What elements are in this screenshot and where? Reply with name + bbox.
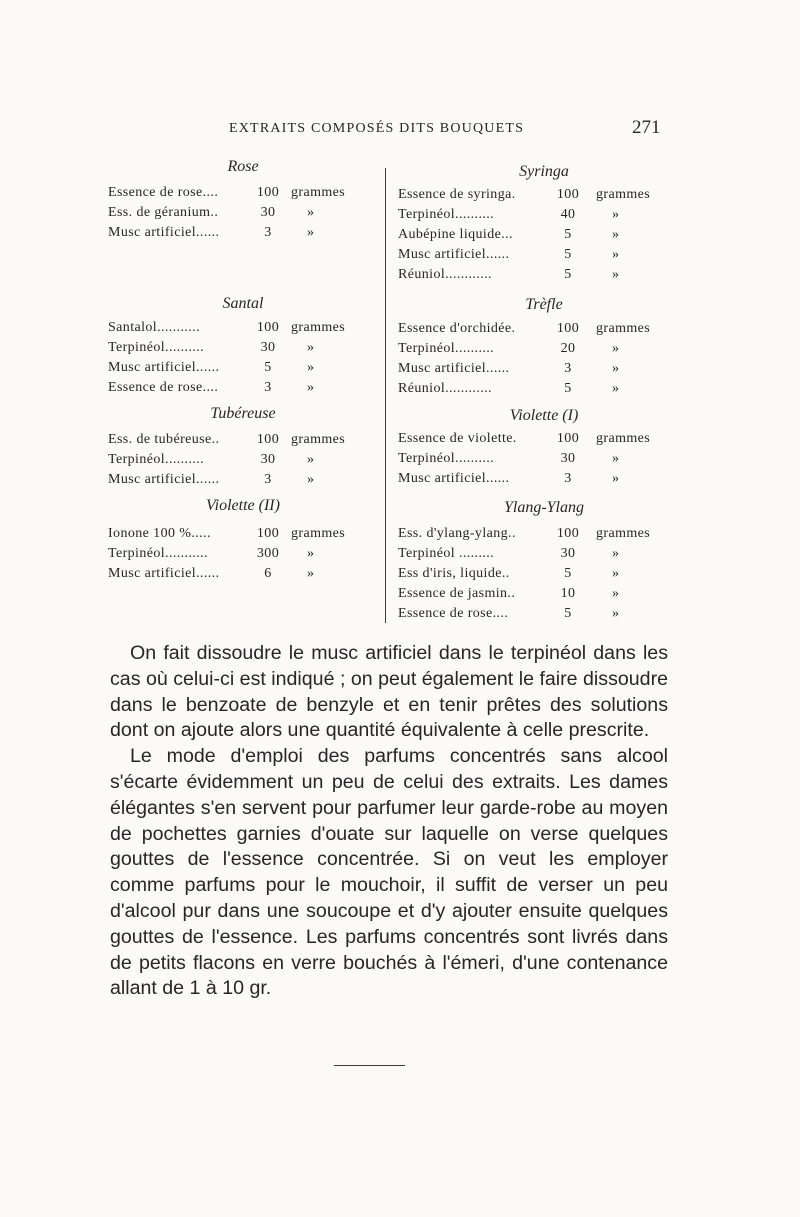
ingredient-name: Ess d'iris, liquide.. [398,566,510,581]
body-text [110,641,668,1002]
recipe-title: Violette (II) [206,497,280,514]
ingredient-quantity: 5 [564,247,572,262]
ingredient-row [108,380,378,400]
recipe-title: Santal [222,295,264,312]
recipe-block [398,163,690,289]
ingredient-name: Essence de violette. [398,431,517,446]
ingredient-unit: » [307,205,315,220]
ingredient-quantity: 3 [264,380,272,395]
ingredient-unit: grammes [291,185,346,200]
column-divider [385,168,386,623]
ingredient-name: Musc artificiel...... [398,471,510,486]
page-header [0,117,800,147]
recipe-title: Ylang-Ylang [503,499,584,516]
ingredient-unit: » [612,606,620,621]
ingredient-quantity: 100 [556,321,580,336]
ingredient-quantity: 10 [560,586,576,601]
ingredient-row [108,526,378,546]
ingredient-row [108,185,378,205]
ingredient-name: Aubépine liquide... [398,227,513,242]
ingredient-quantity: 5 [564,606,572,621]
ingredient-unit: » [612,227,620,242]
ingredient-unit: » [612,586,620,601]
ingredient-row [108,320,378,340]
ingredient-name: Terpinéol.......... [108,452,205,467]
ingredient-row [108,205,378,225]
ingredient-unit: » [307,472,315,487]
ingredient-row [398,361,690,381]
ingredient-unit: » [612,341,620,356]
ingredient-unit: » [307,546,315,561]
ingredient-name: Réuniol............ [398,267,492,282]
ingredient-name: Musc artificiel...... [108,472,220,487]
recipe-block [108,405,378,494]
ingredient-row [398,606,690,626]
ingredient-name: Essence d'orchidée. [398,321,516,336]
ingredient-quantity: 100 [556,187,580,202]
ingredient-unit: grammes [596,431,651,446]
ingredient-quantity: 100 [556,431,580,446]
ingredient-name: Santalol........... [108,320,200,335]
ingredient-unit: » [612,247,620,262]
ingredient-quantity: 5 [564,227,572,242]
ingredient-quantity: 5 [564,267,572,282]
ingredient-quantity: 5 [564,566,572,581]
ingredient-unit: grammes [596,321,651,336]
ingredient-unit: grammes [291,526,346,541]
ingredient-name: Terpinéol.......... [398,207,495,222]
ingredient-name: Ionone 100 %..... [108,526,211,541]
ingredient-name: Terpinéol........... [108,546,208,561]
ingredient-quantity: 30 [260,340,276,355]
ingredient-unit: » [612,381,620,396]
ingredient-unit: » [612,361,620,376]
ingredient-quantity: 5 [264,360,272,375]
ingredient-name: Ess. de géranium.. [108,205,219,220]
ingredient-row [108,360,378,380]
ingredient-row [398,586,690,606]
recipe-block [108,295,378,402]
ingredient-quantity: 3 [264,225,272,240]
ingredient-row [398,321,690,341]
ingredient-row [398,471,690,491]
ingredient-quantity: 3 [264,472,272,487]
ingredient-quantity: 6 [264,566,272,581]
ingredient-quantity: 5 [564,381,572,396]
ingredient-unit: » [612,267,620,282]
ingredient-quantity: 100 [256,185,280,200]
paragraph: On fait dissoudre le musc artificiel dans le terpinéol dans les cas où celui-ci est indiqué ; on peut également le faire dissoudre dans le benzoate de benzyle et en tenir prêtes des solutions dont on ajoute alors une quantité équivalente à celle prescrite. [110,642,668,742]
recipe-title: Violette (I) [509,407,579,424]
ingredient-row [398,431,690,451]
ingredient-name: Essence de rose.... [398,606,509,621]
ingredient-name: Terpinéol.......... [398,451,495,466]
ingredient-quantity: 40 [560,207,576,222]
ingredient-quantity: 30 [260,205,276,220]
ingredient-quantity: 100 [556,526,580,541]
ingredient-unit: grammes [596,187,651,202]
recipe-block [398,407,690,493]
ingredient-row [398,566,690,586]
ingredient-name: Ess. de tubéreuse.. [108,432,220,447]
ingredient-name: Réuniol............ [398,381,492,396]
ingredient-row [398,267,690,287]
ingredient-unit: » [612,471,620,486]
running-head: EXTRAITS COMPOSÉS DITS BOUQUETS [229,121,525,136]
ingredient-row [398,341,690,361]
ingredient-unit: » [612,546,620,561]
ingredient-row [108,546,378,566]
ingredient-unit: » [307,225,315,240]
ingredient-name: Essence de jasmin.. [398,586,516,601]
ingredient-quantity: 30 [260,452,276,467]
ingredient-row [398,381,690,401]
ingredient-unit: » [307,380,315,395]
ingredient-name: Essence de rose.... [108,380,219,395]
page-number: 271 [632,117,661,138]
ingredient-row [398,247,690,267]
ingredient-unit: » [612,566,620,581]
ingredient-name: Essence de rose.... [108,185,219,200]
ingredient-row [398,207,690,227]
ingredient-quantity: 100 [256,320,280,335]
ingredient-row [108,452,378,472]
recipe-block [398,296,690,403]
ingredient-name: Terpinéol ......... [398,546,495,561]
ingredient-quantity: 3 [564,361,572,376]
ingredient-row [398,227,690,247]
ingredient-name: Musc artificiel...... [398,247,510,262]
ingredient-unit: » [307,340,315,355]
ingredient-row [398,187,690,207]
ingredient-quantity: 20 [560,341,576,356]
ingredient-row [108,340,378,360]
recipe-title: Syringa [519,163,569,180]
ingredient-name: Ess. d'ylang-ylang.. [398,526,516,541]
ingredient-quantity: 100 [256,526,280,541]
ingredient-name: Musc artificiel...... [108,566,220,581]
ingredient-quantity: 300 [256,546,280,561]
ingredient-row [398,546,690,566]
ingredient-row [398,451,690,471]
recipe-title: Rose [227,158,259,175]
ingredient-unit: » [612,207,620,222]
ingredient-quantity: 30 [560,546,576,561]
end-rule [334,1065,405,1066]
ingredient-unit: grammes [596,526,651,541]
ingredient-quantity: 30 [560,451,576,466]
recipe-block [398,499,690,628]
ingredient-row [108,472,378,492]
ingredient-quantity: 3 [564,471,572,486]
ingredient-row [108,566,378,586]
ingredient-unit: grammes [291,432,346,447]
ingredient-row [108,225,378,245]
ingredient-unit: grammes [291,320,346,335]
ingredient-name: Terpinéol.......... [108,340,205,355]
recipe-title: Tubéreuse [210,405,276,422]
paragraph: Le mode d'emploi des parfums concentrés sans alcool s'écarte évidemment un peu de celui des extraits. Les dames élégantes s'en servent pour parfumer leur garde-robe au moyen de pochettes garnies d'ouate sur laquelle on verse quelques gouttes de l'essence concentrée. Si on veut les employer comme parfums pour le mouchoir, il suffit de verser un peu d'alcool pur dans une soucoupe et d'y ajouter ensuite quelques gouttes de l'essence. Les parfums concentrés sont livrés dans de petits flacons en verre bouchés à l'émeri, d'une contenance allant de 1 à 10 gr. [110,745,668,1000]
ingredient-name: Musc artificiel...... [398,361,510,376]
ingredient-row [108,432,378,452]
ingredient-name: Essence de syringa. [398,187,516,202]
ingredient-row [398,526,690,546]
ingredient-unit: » [307,566,315,581]
ingredient-quantity: 100 [256,432,280,447]
recipe-block [108,158,378,247]
ingredient-name: Musc artificiel...... [108,360,220,375]
ingredient-unit: » [307,360,315,375]
ingredient-name: Musc artificiel...... [108,225,220,240]
recipe-block [108,497,378,588]
recipe-title: Trèfle [525,296,563,313]
ingredient-unit: » [612,451,620,466]
ingredient-unit: » [307,452,315,467]
ingredient-name: Terpinéol.......... [398,341,495,356]
